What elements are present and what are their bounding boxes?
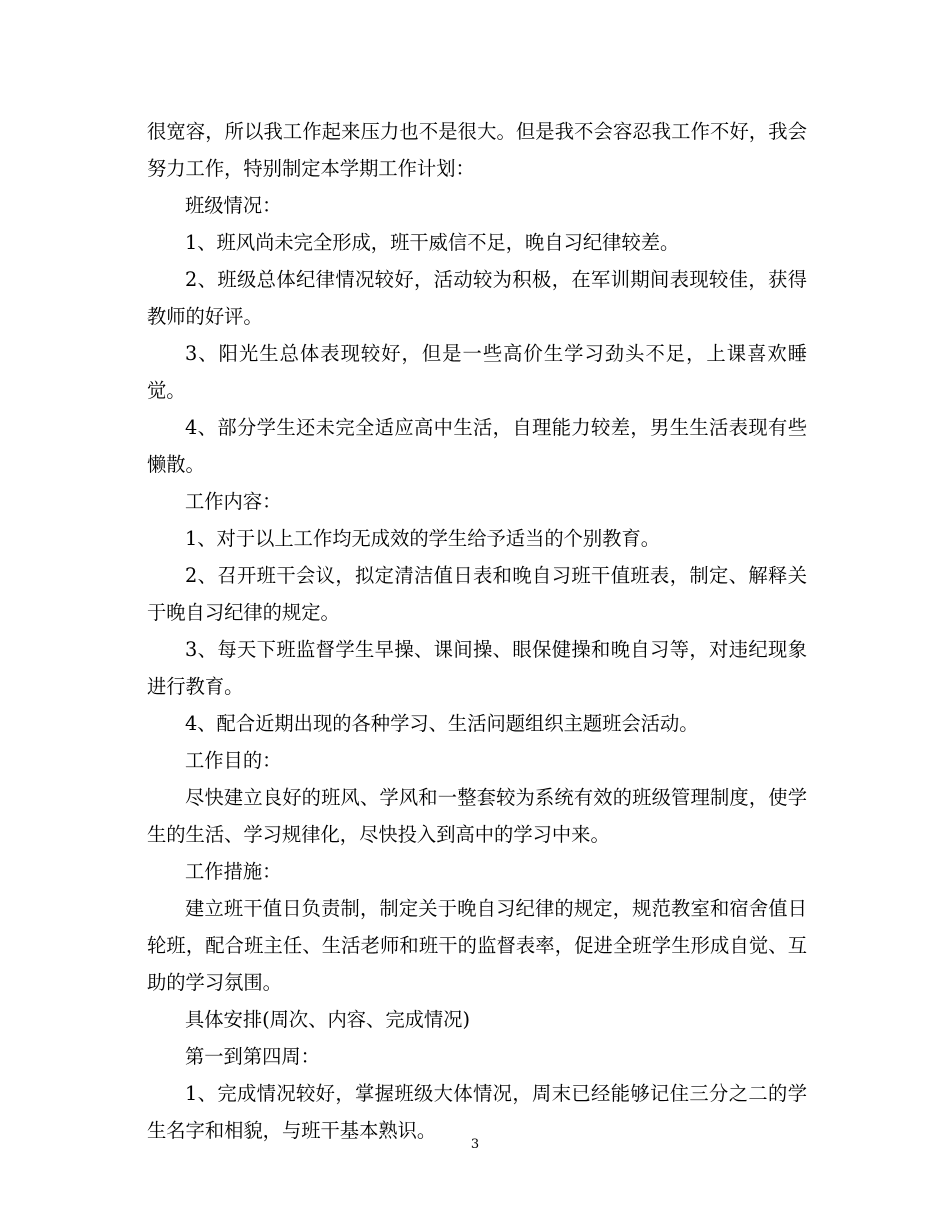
paragraph-continuation: 很宽容，所以我工作起来压力也不是很大。但是我不会容忍我工作不好，我会努力工作，特别制定本学期工作计划： [147,120,807,180]
paragraph-class-situation-1: 1、班风尚未完全形成，班干威信不足，晚自习纪律较差。 [185,231,680,254]
paragraph-work-content-3: 3、每天下班监督学生早操、课间操、眼保健操和晚自习等，对违纪现象进行教育。 [147,638,807,698]
paragraph-class-situation-4: 4、部分学生还未完全适应高中生活，自理能力较差，男生生活表现有些懒散。 [147,416,807,476]
paragraph-work-purpose: 尽快建立良好的班风、学风和一整套较为系统有效的班级管理制度，使学生的生活、学习规律化，尽快投入到高中的学习中来。 [147,786,807,846]
section-heading-work-purpose: 工作目的： [185,749,282,772]
paragraph-work-content-4: 4、配合近期出现的各种学习、生活问题组织主题班会活动。 [185,712,699,735]
paragraph-class-situation-3: 3、阳光生总体表现较好，但是一些高价生学习劲头不足，上课喜欢睡觉。 [147,342,807,402]
paragraph-schedule-1: 1、完成情况较好，掌握班级大体情况，周末已经能够记住三分之二的学生名字和相貌，与班干基本熟识。 [147,1082,807,1142]
section-heading-schedule: 具体安排(周次、内容、完成情况) [185,1008,470,1031]
paragraph-class-situation-2: 2、班级总体纪律情况较好，活动较为积极，在军训期间表现较佳，获得教师的好评。 [147,268,807,328]
section-heading-work-content: 工作内容： [185,490,282,513]
section-heading-class-situation: 班级情况： [185,194,282,217]
subheading-weeks-one-to-four: 第一到第四周： [185,1045,320,1068]
section-heading-work-measures: 工作措施： [185,860,282,883]
document-body [147,113,807,1149]
paragraph-work-content-2: 2、召开班干会议，拟定清洁值日表和晚自习班干值班表，制定、解释关于晚自习纪律的规定。 [147,564,807,624]
paragraph-work-content-1: 1、对于以上工作均无成效的学生给予适当的个别教育。 [185,527,661,550]
paragraph-work-measures: 建立班干值日负责制，制定关于晚自习纪律的规定，规范教室和宿舍值日轮班，配合班主任、生活老师和班干的监督表率，促进全班学生形成自觉、互助的学习氛围。 [147,897,807,994]
page-number: 3 [470,1137,480,1152]
